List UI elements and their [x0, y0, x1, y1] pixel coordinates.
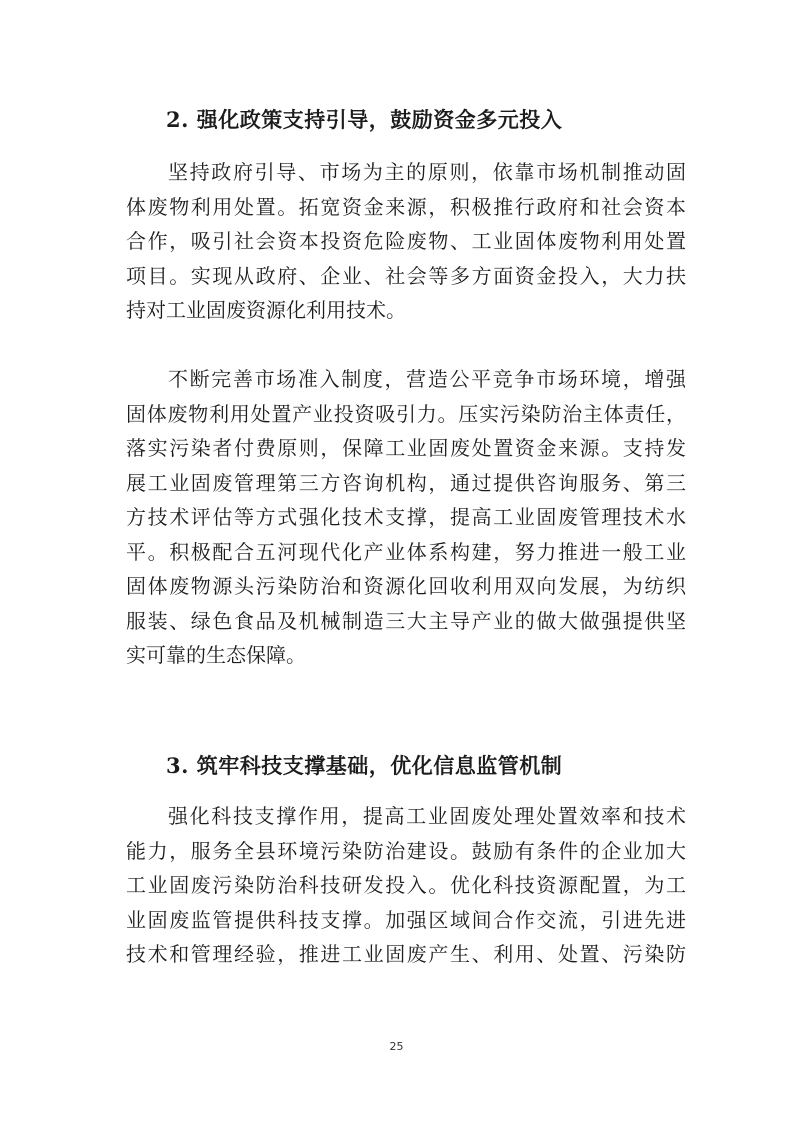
paragraph-line: 方技术评估等方式强化技术支撑，提高工业固废管理技术水 — [126, 505, 686, 529]
page-number: 25 — [389, 1040, 404, 1053]
paragraph-line: 合作，吸引社会资本投资危险废物、工业固体废物利用处置 — [126, 229, 686, 253]
section-3-paragraph-1 — [126, 799, 686, 972]
paragraph-line: 实可靠的生态保障。 — [126, 643, 306, 667]
paragraph-line: 持对工业固废资源化利用技术。 — [126, 298, 406, 322]
paragraph-line: 固体废物源头污染防治和资源化回收利用双向发展，为纺织 — [126, 574, 686, 598]
paragraph-line: 坚持政府引导、市场为主的原则，依靠市场机制推动固 — [168, 160, 686, 184]
paragraph-line: 不断完善市场准入制度，营造公平竞争市场环境，增强 — [168, 367, 686, 391]
paragraph-line: 强化科技支撑作用，提高工业固废处理处置效率和技术 — [168, 804, 686, 828]
paragraph-line: 落实污染者付费原则，保障工业固废处置资金来源。支持发 — [126, 436, 686, 460]
paragraph-line: 项目。实现从政府、企业、社会等多方面资金投入，大力扶 — [126, 263, 686, 288]
paragraph-line: 技术和管理经验，推进工业固废产生、利用、处置、污染防 — [126, 942, 686, 966]
section-2-heading: 2. 强化政策支持引导，鼓励资金多元投入 — [166, 107, 563, 132]
paragraph-line: 工业固废污染防治科技研发投入。优化科技资源配置，为工 — [126, 873, 686, 897]
paragraph-line: 展工业固废管理第三方咨询机构，通过提供咨询服务、第三 — [126, 470, 686, 495]
paragraph-line: 服装、绿色食品及机械制造三大主导产业的做大做强提供坚 — [126, 608, 686, 633]
section-2-paragraph-1 — [126, 155, 686, 328]
paragraph-line: 体废物利用处置。拓宽资金来源，积极推行政府和社会资本 — [126, 194, 686, 219]
paragraph-line: 固体废物利用处置产业投资吸引力。压实污染防治主体责任， — [126, 401, 686, 426]
paragraph-line: 业固废监管提供科技支撑。加强区域间合作交流，引进先进 — [126, 907, 686, 932]
section-2-paragraph-2 — [126, 362, 686, 673]
paragraph-line: 平。积极配合五河现代化产业体系构建，努力推进一般工业 — [126, 539, 686, 564]
section-3-heading: 3. 筑牢科技支撑基础，优化信息监管机制 — [166, 753, 563, 778]
paragraph-line: 能力，服务全县环境污染防治建设。鼓励有条件的企业加大 — [126, 838, 686, 863]
